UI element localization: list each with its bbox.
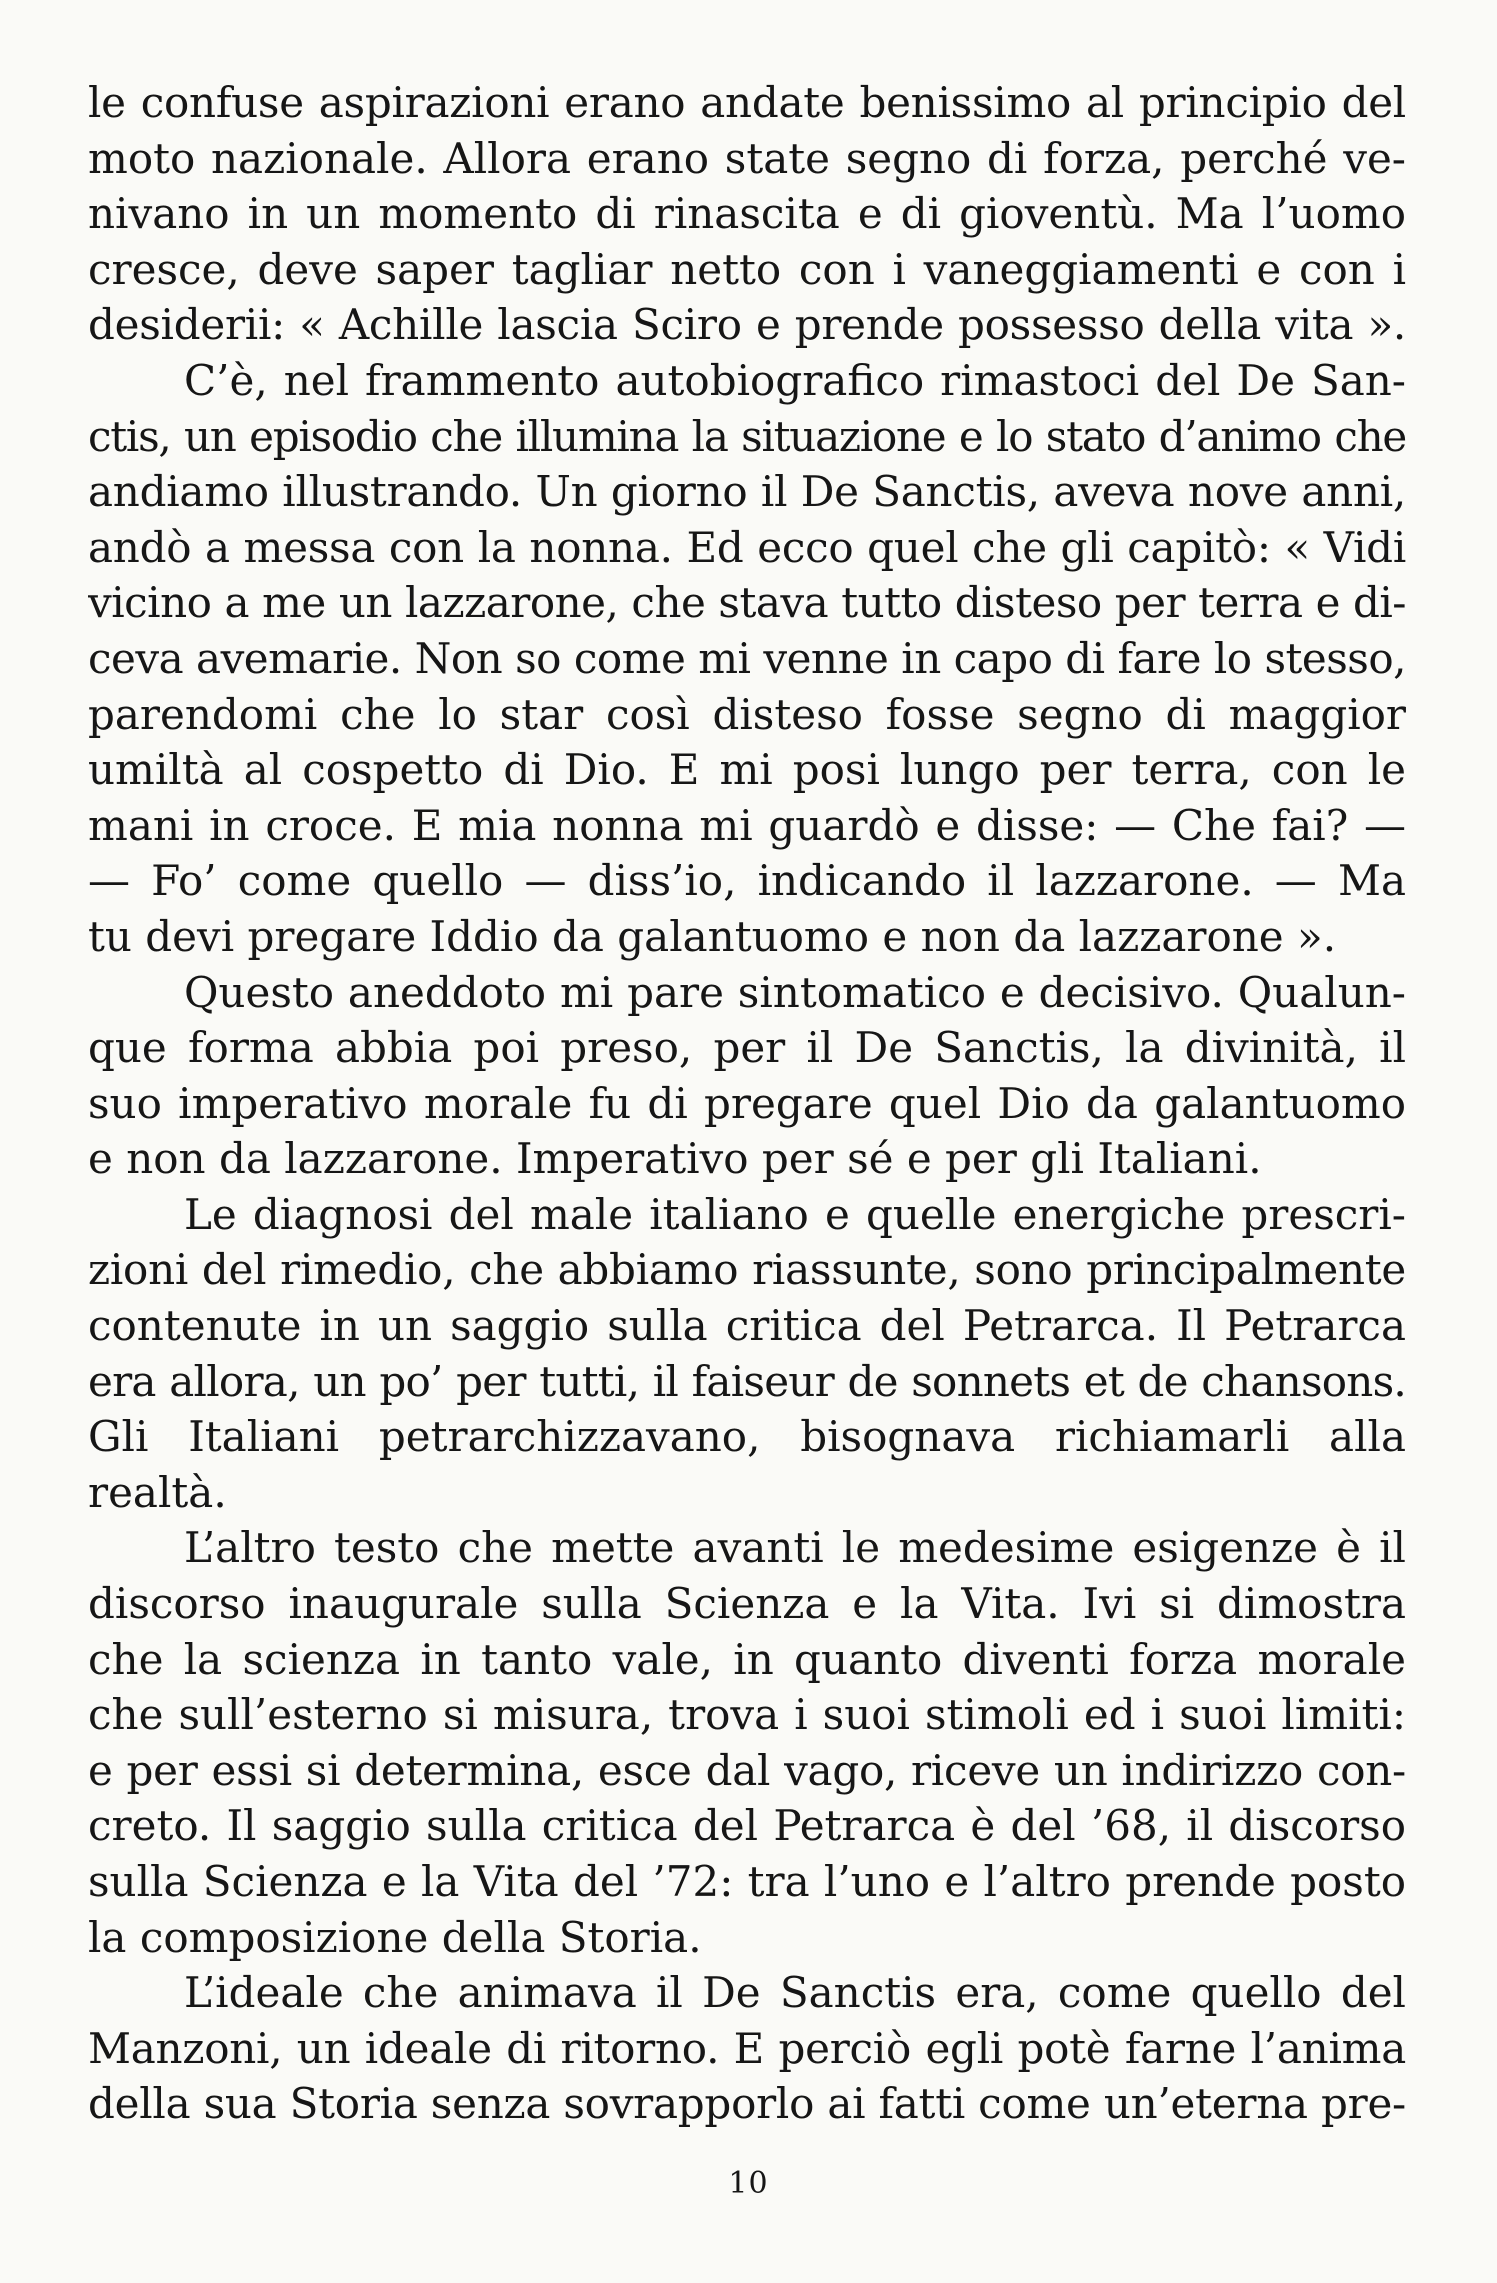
text-line: ctis, un episodio che illumina la situazione e lo stato d’animo che <box>88 411 1406 461</box>
text-line: desiderii: « Achille lascia Sciro e prende possesso della vita ». <box>88 300 1406 350</box>
text-line: Gli Italiani petrarchizzavano, bisognava richiamarli alla <box>88 1412 1406 1462</box>
text-line: la composizione della Storia. <box>88 1912 702 1962</box>
text-line: suo imperativo morale fu di pregare quel Dio da galantuomo <box>88 1078 1406 1128</box>
text-line: cresce, deve saper tagliar netto con i vaneggiamenti e con i <box>88 244 1406 294</box>
text-line: tu devi pregare Iddio da galantuomo e non da lazzarone ». <box>88 911 1337 961</box>
text-line: che la scienza in tanto vale, in quanto diventi forza morale <box>88 1634 1406 1684</box>
text-line: le confuse aspirazioni erano andate benissimo al principio del <box>88 78 1406 127</box>
text-line: creto. Il saggio sulla critica del Petrarca è del ’68, il discorso <box>88 1801 1406 1851</box>
text-line: zioni del rimedio, che abbiamo riassunte, sono principalmente <box>88 1245 1406 1295</box>
text-line: era allora, un po’ per tutti, il faiseur de sonnets et de chansons. <box>88 1356 1406 1406</box>
text-line: moto nazionale. Allora erano state segno di forza, perché ve- <box>88 133 1406 183</box>
text-line: L’ideale che animava il De Sanctis era, come quello del <box>184 1968 1406 2018</box>
text-line: L’altro testo che mette avanti le medesime esigenze è il <box>184 1523 1406 1573</box>
text-line: e per essi si determina, esce dal vago, riceve un indirizzo con- <box>88 1745 1406 1795</box>
text-line: della sua Storia senza sovrapporlo ai fatti come un’eterna pre- <box>88 2079 1406 2129</box>
text-line: parendomi che lo star così disteso fosse segno di maggior <box>88 689 1406 739</box>
text-line: vicino a me un lazzarone, che stava tutto disteso per terra e di- <box>88 578 1406 628</box>
text-line: Manzoni, un ideale di ritorno. E perciò egli potè farne l’anima <box>88 2023 1406 2073</box>
text-line: C’è, nel frammento autobiografico rimastoci del De San- <box>184 355 1406 405</box>
text-line: andò a messa con la nonna. Ed ecco quel che gli capitò: « Vidi <box>88 522 1406 572</box>
page-body <box>88 75 1406 2132</box>
text-line: que forma abbia poi preso, per il De Sanctis, la divinità, il <box>88 1023 1406 1073</box>
page-number: 10 <box>728 2166 769 2201</box>
text-line: mani in croce. E mia nonna mi guardò e disse: — Che fai? — <box>88 800 1406 850</box>
text-line: discorso inaugurale sulla Scienza e la Vita. Ivi si dimostra <box>88 1579 1406 1629</box>
text-line: e non da lazzarone. Imperativo per sé e per gli Italiani. <box>88 1134 1262 1184</box>
text-line: — Fo’ come quello — diss’io, indicando il lazzarone. — Ma <box>88 856 1406 906</box>
text-line: andiamo illustrando. Un giorno il De Sanctis, aveva nove anni, <box>88 467 1406 517</box>
text-line: umiltà al cospetto di Dio. E mi posi lungo per terra, con le <box>88 745 1406 795</box>
text-line: sulla Scienza e la Vita del ’72: tra l’uno e l’altro prende posto <box>88 1857 1406 1906</box>
text-line: Questo aneddoto mi pare sintomatico e decisivo. Qualun- <box>184 967 1406 1017</box>
text-line: nivano in un momento di rinascita e di gioventù. Ma l’uomo <box>88 189 1406 239</box>
text-line: contenute in un saggio sulla critica del Petrarca. Il Petrarca <box>88 1301 1406 1351</box>
text-line: che sull’esterno si misura, trova i suoi stimoli ed i suoi limiti: <box>88 1690 1406 1740</box>
text-line: Le diagnosi del male italiano e quelle energiche prescri- <box>184 1189 1406 1239</box>
text-line: ceva avemarie. Non so come mi venne in capo di fare lo stesso, <box>88 633 1406 683</box>
text-line: realtà. <box>88 1467 227 1517</box>
